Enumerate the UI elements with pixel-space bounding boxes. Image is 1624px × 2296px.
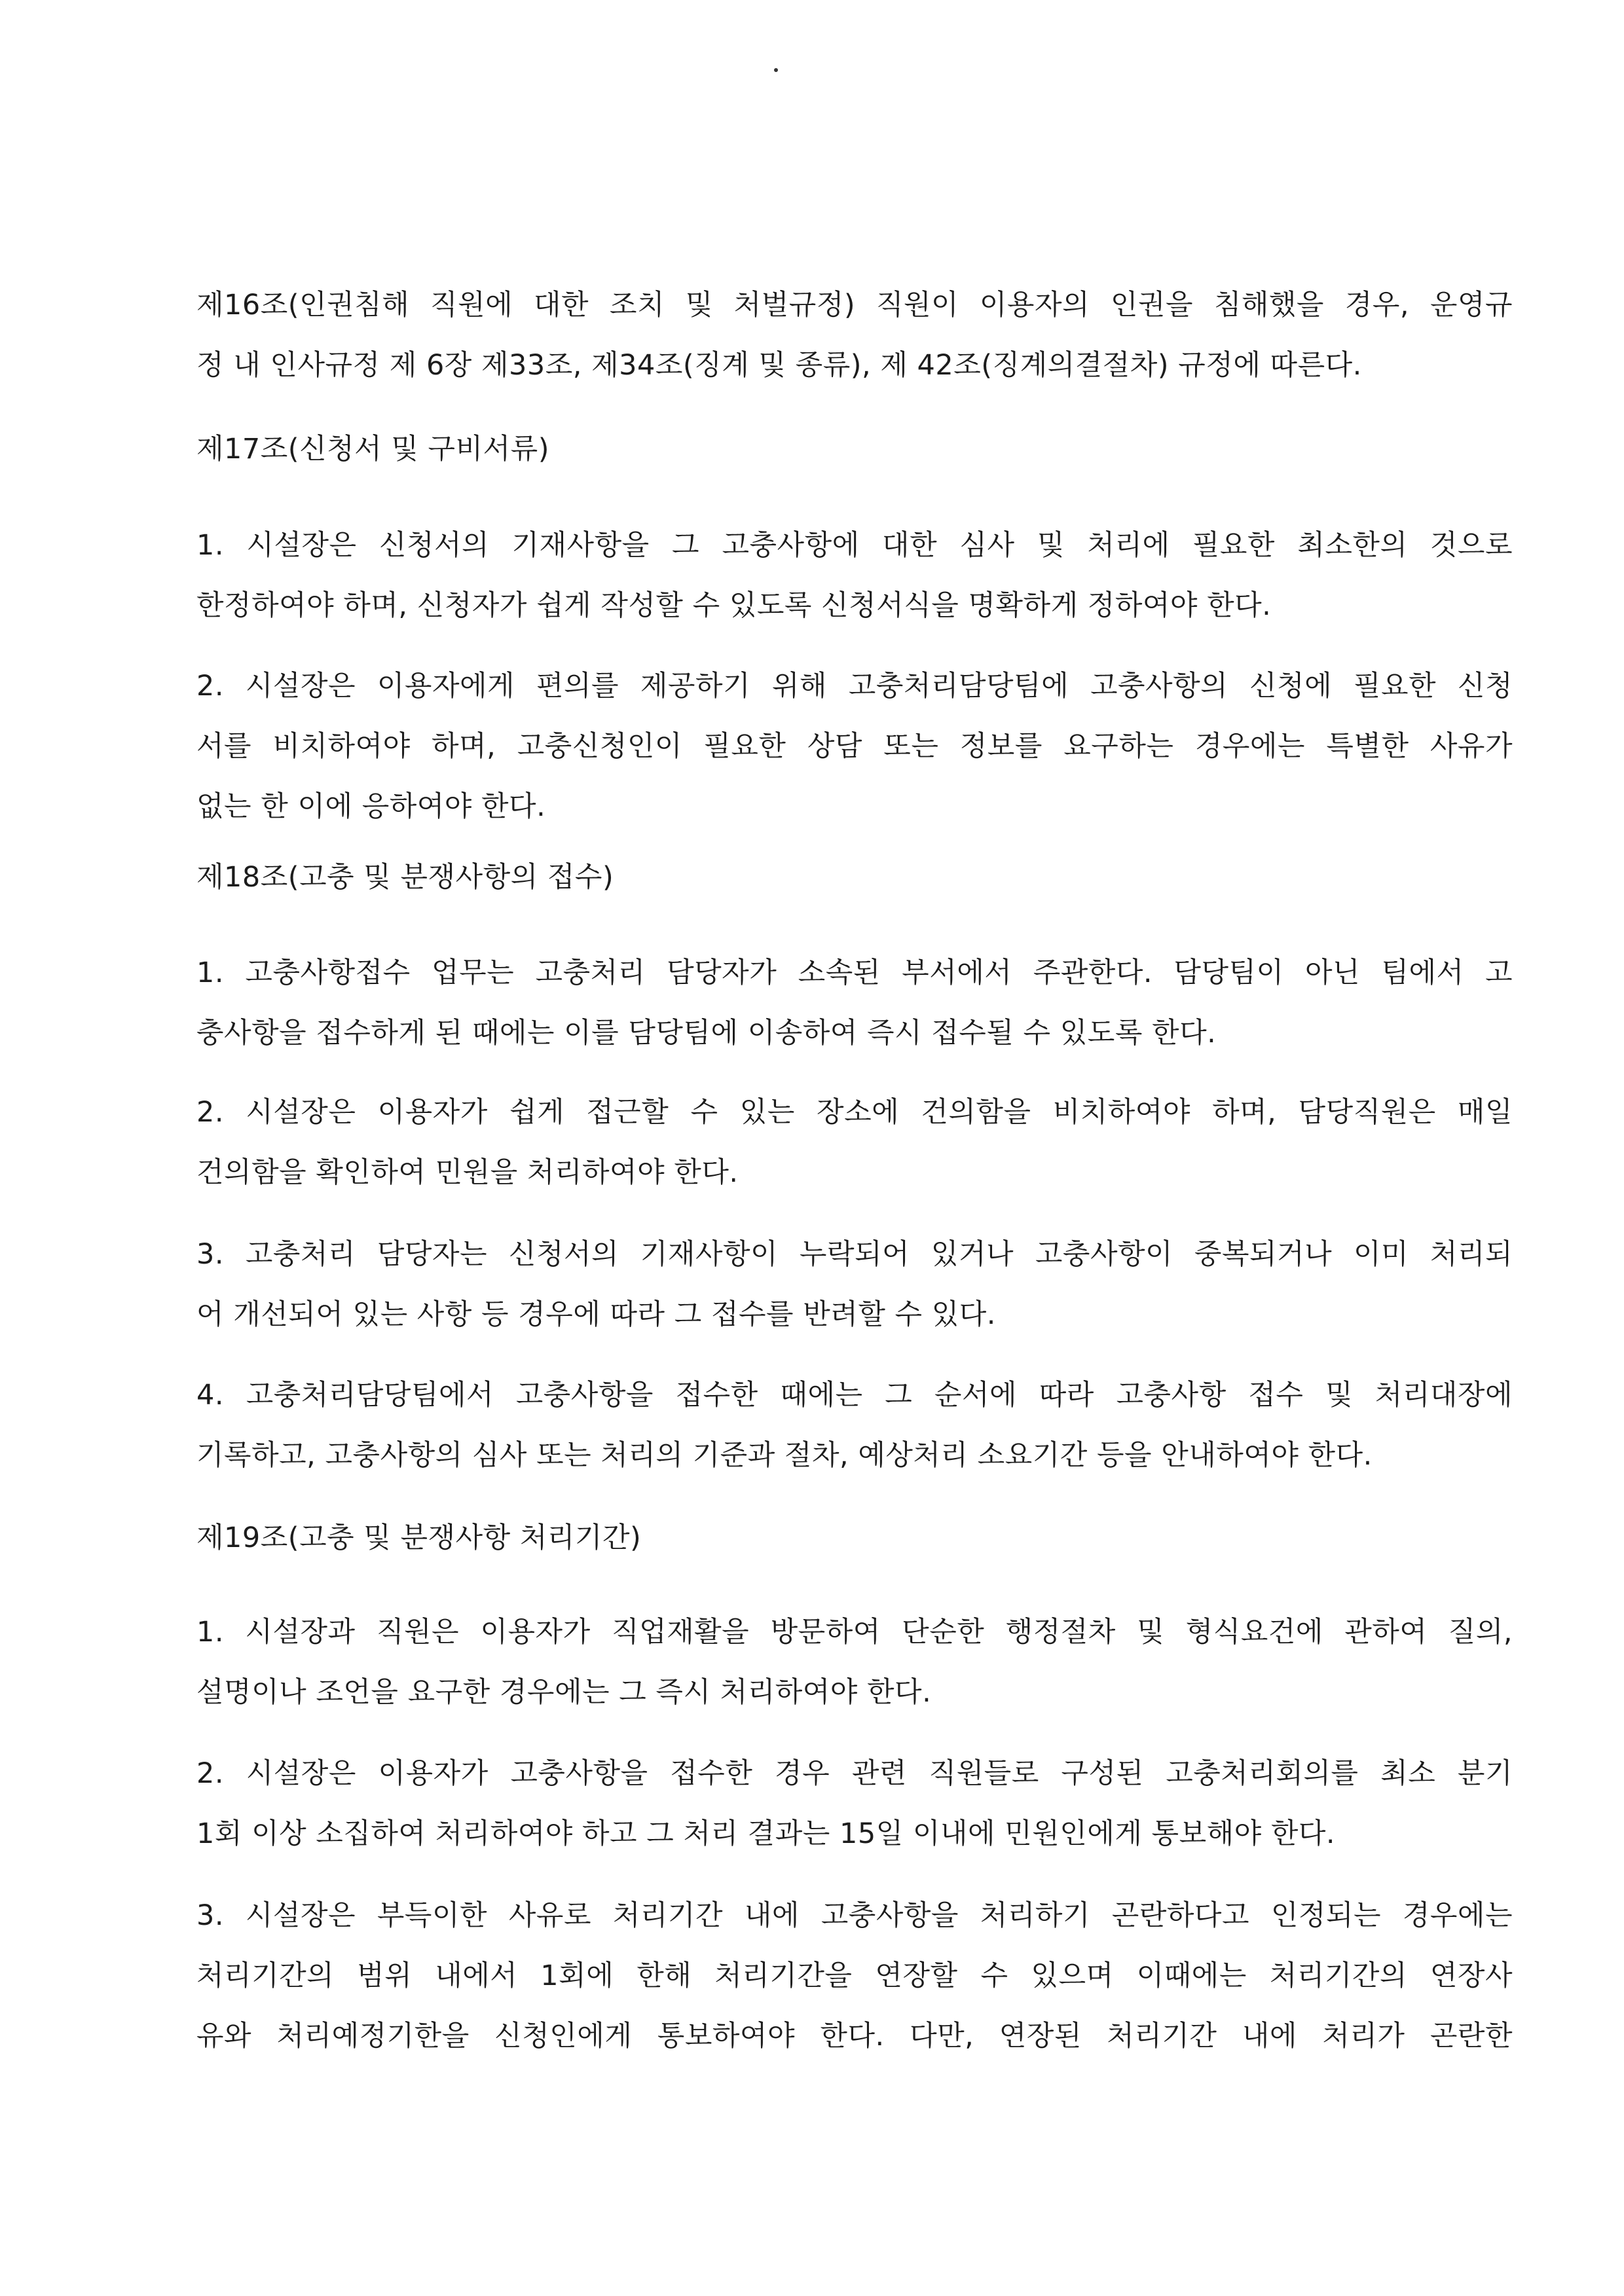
article-18-item-4-line-1: 4. 고충처리담당팀에서 고충사항을 접수한 때에는 그 순서에 따라 고충사항 접수 및 처리대장에 bbox=[196, 1379, 1513, 1412]
article-16-line-2: 정 내 인사규정 제 6장 제33조, 제34조(징계 및 종류), 제 42조(징계의결절차) 규정에 따른다. bbox=[196, 349, 1362, 382]
article-19-item-3 bbox=[196, 1886, 1513, 2066]
article-18-item-1 bbox=[196, 943, 1513, 1063]
article-16-line-1: 제16조(인권침해 직원에 대한 조치 및 처벌규정) 직원이 이용자의 인권을 침해했을 경우, 운영규 bbox=[196, 289, 1513, 321]
article-19-item-1-line-1: 1. 시설장과 직원은 이용자가 직업재활을 방문하여 단순한 행정절차 및 형식요건에 관하여 질의, bbox=[196, 1616, 1513, 1649]
article-19-item-2-line-2: 1회 이상 소집하여 처리하여야 하고 그 처리 결과는 15일 이내에 민원인에게 통보해야 한다. bbox=[196, 1817, 1336, 1850]
article-18-item-1-line-2: 충사항을 접수하게 된 때에는 이를 담당팀에 이송하여 즉시 접수될 수 있도록 한다. bbox=[196, 1017, 1217, 1049]
article-19-heading: 제19조(고충 및 분쟁사항 처리기간) bbox=[196, 1522, 642, 1554]
article-17-item-2-line-3: 없는 한 이에 응하여야 한다. bbox=[196, 790, 546, 823]
article-18-item-4-line-2: 기록하고, 고충사항의 심사 또는 처리의 기준과 절차, 예상처리 소요기간 등을 안내하여야 한다. bbox=[196, 1439, 1373, 1472]
article-19-item-1-line-2: 설명이나 조언을 요구한 경우에는 그 즉시 처리하여야 한다. bbox=[196, 1676, 932, 1709]
article-18-item-3-line-2: 어 개선되어 있는 사항 등 경우에 따라 그 접수를 반려할 수 있다. bbox=[196, 1298, 996, 1331]
article-16-text bbox=[196, 275, 1513, 395]
article-18-heading: 제18조(고충 및 분쟁사항의 접수) bbox=[196, 861, 614, 894]
article-19-item-2-line-1: 2. 시설장은 이용자가 고충사항을 접수한 경우 관련 직원들로 구성된 고충처리회의를 최소 분기 bbox=[196, 1757, 1513, 1790]
article-19-item-1 bbox=[196, 1602, 1513, 1722]
article-19-item-3-line-3: 유와 처리예정기한을 신청인에게 통보하여야 한다. 다만, 연장된 처리기간 내에 처리가 곤란한 bbox=[196, 2020, 1513, 2052]
article-17-item-2-line-1: 2. 시설장은 이용자에게 편의를 제공하기 위해 고충처리담당팀에 고충사항의 신청에 필요한 신청 bbox=[196, 670, 1513, 702]
article-17-item-2 bbox=[196, 656, 1513, 837]
article-18-item-3 bbox=[196, 1224, 1513, 1345]
article-18-item-2 bbox=[196, 1082, 1513, 1203]
article-18-item-4 bbox=[196, 1365, 1513, 1485]
document-page bbox=[196, 0, 1513, 2296]
article-17-item-1-line-2: 한정하여야 하며, 신청자가 쉽게 작성할 수 있도록 신청서식을 명확하게 정하여야 한다. bbox=[196, 589, 1272, 622]
article-19-item-2 bbox=[196, 1743, 1513, 1864]
article-18-item-2-line-1: 2. 시설장은 이용자가 쉽게 접근할 수 있는 장소에 건의함을 비치하여야 하며, 담당직원은 매일 bbox=[196, 1096, 1513, 1129]
article-18-item-3-line-1: 3. 고충처리 담당자는 신청서의 기재사항이 누락되어 있거나 고충사항이 중복되거나 이미 처리되 bbox=[196, 1238, 1513, 1271]
article-17-item-1 bbox=[196, 515, 1513, 636]
article-17-heading: 제17조(신청서 및 구비서류) bbox=[196, 433, 549, 465]
article-18-item-2-line-2: 건의함을 확인하여 민원을 처리하여야 한다. bbox=[196, 1156, 739, 1189]
article-17-item-2-line-2: 서를 비치하여야 하며, 고충신청인이 필요한 상담 또는 정보를 요구하는 경우에는 특별한 사유가 bbox=[196, 730, 1513, 763]
article-18-item-1-line-1: 1. 고충사항접수 업무는 고충처리 담당자가 소속된 부서에서 주관한다. 담당팀이 아닌 팀에서 고 bbox=[196, 957, 1513, 989]
article-19-item-3-line-2: 처리기간의 범위 내에서 1회에 한해 처리기간을 연장할 수 있으며 이때에는 처리기간의 연장사 bbox=[196, 1959, 1513, 1992]
article-19-item-3-line-1: 3. 시설장은 부득이한 사유로 처리기간 내에 고충사항을 처리하기 곤란하다고 인정되는 경우에는 bbox=[196, 1899, 1513, 1932]
scan-speck bbox=[774, 68, 778, 72]
article-17-item-1-line-1: 1. 시설장은 신청서의 기재사항을 그 고충사항에 대한 심사 및 처리에 필요한 최소한의 것으로 bbox=[196, 529, 1513, 562]
